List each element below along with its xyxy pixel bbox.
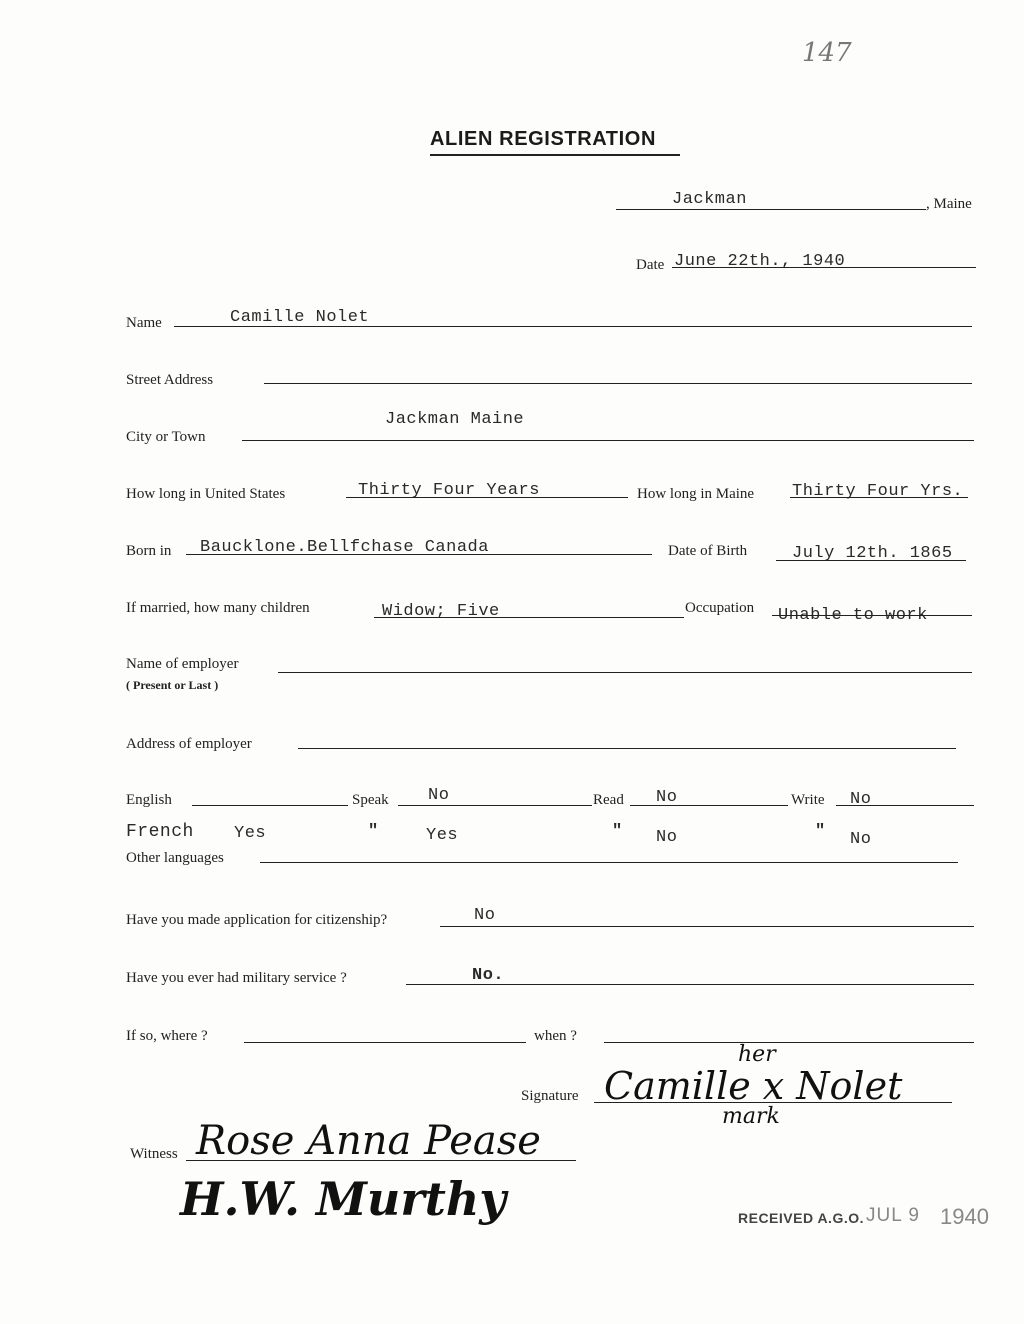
title-underline — [430, 154, 680, 156]
date-label: Date — [636, 257, 665, 273]
where-label: If so, where ? — [126, 1028, 208, 1044]
born-label: Born in — [126, 543, 172, 559]
occupation-line — [772, 615, 972, 616]
military-label: Have you ever had military service ? — [126, 970, 347, 986]
other-languages-label: Other languages — [126, 850, 224, 866]
street-line — [264, 383, 972, 384]
employer-address-line — [298, 748, 956, 749]
date-value: June 22th., 1940 — [674, 252, 846, 271]
employer-line — [278, 672, 972, 673]
signature-label: Signature — [521, 1088, 579, 1104]
when-label: when ? — [534, 1028, 577, 1044]
occupation-label: Occupation — [685, 600, 755, 616]
us-value: Thirty Four Years — [358, 481, 540, 500]
us-label: How long in United States — [126, 486, 286, 502]
dob-line — [776, 560, 966, 561]
french-read-value: No — [656, 828, 678, 847]
french-label: French — [126, 822, 194, 842]
received-stamp: RECEIVED A.G.O. — [738, 1210, 865, 1226]
read-line — [630, 805, 788, 806]
street-label: Street Address — [126, 372, 214, 388]
children-value: Widow; Five — [382, 602, 500, 621]
other-languages-line — [260, 862, 958, 863]
name-label: Name — [126, 315, 162, 331]
citizenship-label: Have you made application for citizenship? — [126, 912, 388, 928]
signature-text: Camille x Nolet — [604, 1064, 903, 1108]
page-number: 147 — [802, 38, 852, 68]
born-line — [186, 554, 652, 555]
city-value: Jackman Maine — [385, 410, 525, 429]
town-value: Jackman — [672, 190, 747, 209]
french-value: Yes — [234, 824, 267, 843]
occupation-value: Unable to work — [778, 606, 928, 625]
military-value: No. — [472, 966, 505, 985]
name-line — [174, 326, 972, 327]
date-line — [672, 267, 976, 268]
children-label: If married, how many children — [126, 600, 310, 616]
witness-signature: Rose Anna Pease — [196, 1118, 541, 1164]
french-speak-value: Yes — [426, 826, 459, 845]
maine-line — [790, 497, 968, 498]
town-line — [616, 209, 926, 210]
dob-label: Date of Birth — [668, 543, 748, 559]
write-label: Write — [791, 792, 825, 808]
signature-her: her — [738, 1042, 776, 1067]
write-line — [836, 805, 974, 806]
speak-label: Speak — [352, 792, 389, 808]
french-write-value: No — [850, 830, 872, 849]
read-label: Read — [593, 792, 624, 808]
ditto-read: " — [612, 822, 623, 841]
city-line — [242, 440, 974, 441]
english-line — [192, 805, 348, 806]
name-value: Camille Nolet — [230, 308, 370, 327]
employer-label: Name of employer — [126, 656, 239, 672]
speak-line — [398, 805, 592, 806]
military-line — [406, 984, 974, 985]
ditto-write: " — [815, 822, 826, 841]
english-speak-value: No — [428, 786, 450, 805]
signature-line — [594, 1102, 952, 1103]
born-value: Baucklone.Bellfchase Canada — [200, 538, 489, 557]
english-write-value: No — [850, 790, 872, 809]
signature-mark: mark — [722, 1104, 780, 1129]
state-label: , Maine — [926, 196, 972, 212]
children-line — [374, 617, 684, 618]
dob-value: July 12th. 1865 — [792, 544, 953, 563]
citizenship-line — [440, 926, 974, 927]
us-line — [346, 497, 628, 498]
ditto-speak: " — [368, 822, 379, 841]
english-label: English — [126, 792, 172, 808]
when-line — [604, 1042, 974, 1043]
where-line — [244, 1042, 526, 1043]
stamp-year: 1940 — [940, 1204, 989, 1229]
witness2-signature: H.W. Murthy — [180, 1172, 507, 1226]
maine-value: Thirty Four Yrs. — [792, 482, 964, 501]
witness-line — [186, 1160, 576, 1161]
citizenship-value: No — [474, 906, 496, 925]
stamp-date: JUL 9 — [866, 1205, 920, 1226]
employer-address-label: Address of employer — [126, 736, 252, 752]
english-read-value: No — [656, 788, 678, 807]
city-label: City or Town — [126, 429, 206, 445]
page-title: ALIEN REGISTRATION — [430, 128, 656, 150]
employer-note: ( Present or Last ) — [126, 678, 219, 692]
witness-label: Witness — [130, 1146, 178, 1162]
maine-label: How long in Maine — [637, 486, 755, 502]
